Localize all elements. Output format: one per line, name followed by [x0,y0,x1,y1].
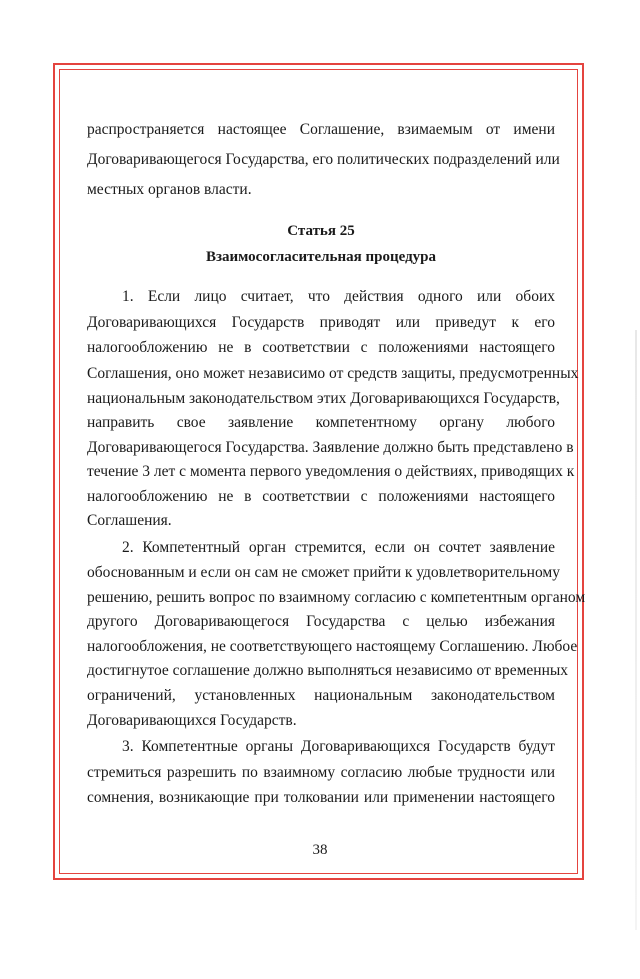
scan-edge-line [635,330,637,930]
text-line: Соглашения. [87,512,172,529]
article-number: Статья 25 [287,223,355,239]
text-line: ограничений, установленных национальным законодательством [87,687,555,704]
text-line: Договаривающегося Государства, его политических подразделений или [87,151,560,168]
article-title: Взаимосогласительная процедура [205,249,437,265]
text-line: обоснованным и если он сам не сможет прийти к удовлетворительному [87,564,560,581]
text-line: налогообложению не в соответствии с положениями настоящего [87,339,555,356]
text-line: достигнутое соглашение должно выполняться независимо от временных [87,662,569,679]
text-line: Договаривающихся Государств приводят или приведут к его [87,314,555,331]
text-line: 2. Компетентный орган стремится, если он сочтет заявление [122,539,555,556]
text-line: течение 3 лет с момента первого уведомления о действиях, приводящих к [87,463,575,480]
text-line: решению, решить вопрос по взаимному согласию с компетентным органом [87,589,586,606]
text-line: 3. Компетентные органы Договаривающихся Государств будут [122,738,555,755]
text-line: национальным законодательством этих Договаривающихся Государств, [87,390,560,407]
text-line: Договаривающихся Государств. [87,712,297,729]
text-line: сомнения, возникающие при толковании или применении настоящего [87,789,555,806]
text-line: Договаривающегося Государства. Заявление должно быть представлено в [87,439,574,456]
text-line: стремиться разрешить по взаимному согласию любые трудности или [87,764,555,781]
text-line: направить свое заявление компетентному органу любого [87,414,555,431]
text-line: местных органов власти. [87,181,252,198]
text-line: Соглашения, оно может независимо от средств защиты, предусмотренных [87,365,579,382]
text-line: налогообложению не в соответствии с положениями настоящего [87,488,555,505]
page-number: 38 [312,842,328,858]
text-line: другого Договаривающегося Государства с целью избежания [87,613,555,630]
text-line: распространяется настоящее Соглашение, взимаемым от имени [87,121,555,138]
text-line: 1. Если лицо считает, что действия одного или обоих [122,288,555,305]
text-line: налогообложения, не соответствующего настоящему Соглашению. Любое [87,638,578,655]
